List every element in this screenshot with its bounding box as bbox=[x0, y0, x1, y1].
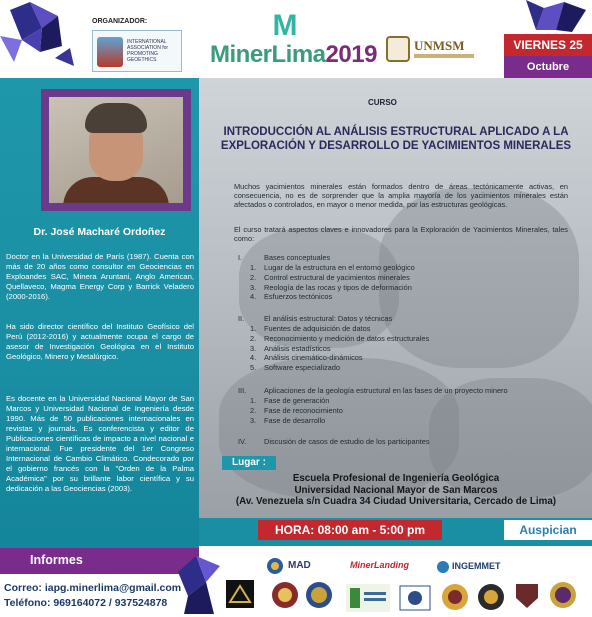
contact-email: Correo: iapg.minerlima@gmail.com bbox=[4, 582, 182, 594]
list-item: 1. Fuentes de adquisición de datos bbox=[250, 324, 371, 333]
module-item-list bbox=[250, 396, 343, 425]
contact-label: Informes bbox=[30, 553, 83, 567]
sponsor-logo bbox=[512, 580, 542, 610]
list-item: 1. Fase de generación bbox=[250, 396, 330, 405]
organizer-label: ORGANIZADOR: bbox=[92, 18, 148, 25]
module-item-list bbox=[250, 263, 415, 302]
speaker-name: Dr. José Macharé Ordoñez bbox=[33, 226, 166, 238]
module-heading: IV. Discusión de casos de estudio de los participantes bbox=[238, 437, 430, 446]
list-item: 4. Esfuerzos tectónicos bbox=[250, 292, 333, 302]
sponsor-logo bbox=[304, 580, 334, 610]
list-item: 1. Lugar de la estructura en el entorno geológico bbox=[250, 263, 415, 272]
sponsor-logo bbox=[440, 582, 470, 612]
date-badge bbox=[504, 34, 592, 80]
sponsor-logo-mad: MAD bbox=[266, 556, 346, 576]
minerlima-logo: M MinerLima2019 bbox=[210, 9, 377, 68]
sponsor-logo bbox=[226, 580, 254, 608]
sponsors-label: Auspician bbox=[504, 520, 592, 540]
unmsm-logo: UNMSM bbox=[386, 36, 476, 66]
course-title: INTRODUCCIÓN AL ANÁLISIS ESTRUCTURAL APLICADO A LA EXPLORACIÓN Y DESARROLLO DE YACIMIENTOS MINERALES bbox=[220, 126, 572, 152]
sponsor-logo bbox=[398, 584, 432, 612]
sponsor-logo-minerlanding: MinerLanding bbox=[350, 560, 409, 570]
sponsor-logo bbox=[346, 584, 390, 612]
iapg-logo: INTERNATIONAL ASSOCIATION for PROMOTING GEOETHICS bbox=[92, 30, 182, 72]
crystal-decoration-icon bbox=[0, 0, 88, 78]
header bbox=[0, 0, 592, 78]
date-month: Octubre bbox=[504, 56, 592, 78]
module-heading: III. Aplicaciones de la geología estructural en las fases de un proyecto minero bbox=[238, 386, 508, 395]
course-label: CURSO bbox=[368, 98, 397, 107]
module-heading: II. El análisis estructural: Datos y técnicas bbox=[238, 314, 393, 323]
list-item: 3. Reología de las rocas y tipos de deformación bbox=[250, 282, 412, 292]
venue-label: Lugar : bbox=[222, 456, 276, 470]
crystal-decoration-icon bbox=[516, 0, 592, 36]
speaker-photo bbox=[49, 97, 183, 203]
sponsor-logo bbox=[548, 580, 578, 610]
list-item: 2. Fase de reconocimiento bbox=[250, 405, 343, 415]
module-item-list bbox=[250, 324, 429, 373]
course-intro: Muchos yacimientos minerales están formados dentro de áreas tectónicamente activas, en consecuencia, no es de sorprender que la amplia mayoría de los yacimientos minerales están afectados o controlados, en mayor o menor medida, por las estructuras geológicas. bbox=[234, 182, 568, 210]
university-seal-icon bbox=[386, 36, 410, 62]
date-day: VIERNES 25 bbox=[504, 34, 592, 56]
course-intro: El curso tratará aspectos claves e innovadores para la Exploración de Yacimientos Minerales, tales como: bbox=[234, 225, 568, 244]
schedule-time: HORA: 08:00 am - 5:00 pm bbox=[258, 520, 442, 540]
module-heading: I. Bases conceptuales bbox=[238, 253, 331, 262]
speaker-bio-paragraph: Es docente en la Universidad Nacional Mayor de San Marcos y Universidad Nacional de Ingeniería desde 1990. Más de 50 publicaciones internacionales en revistas y journals. Es conferencista y editor de Publicaciones científicas de impacto a nivel nacional e internacional. Fue presidente del 1er Congreso Internacional de Cambio Climático. Condecorado por el gobierno francés con la "Orden de la Palma Académica" por su brillante labor científica y su dedicación a las Geociencias (2003). bbox=[6, 394, 194, 493]
list-item: 5. Software especializado bbox=[250, 363, 341, 373]
list-item: 2. Reconocimiento y medición de datos estructurales bbox=[250, 333, 430, 343]
contact-phone: Teléfono: 969164072 / 937524878 bbox=[4, 597, 168, 609]
list-item: 3. Fase de desarrollo bbox=[250, 415, 326, 425]
speaker-photo-frame bbox=[41, 89, 191, 211]
list-item: 4. Análisis cinemático-dinámicos bbox=[250, 353, 363, 363]
speaker-bio-paragraph: Doctor en la Universidad de París (1987). Cuenta con más de 20 años como consultor en Geociencias en Exploandes SAC, Minera Aruntani, Anglo American, Quellaveco, Magma Energy Corp y Barrick Veladero (2000-2016). bbox=[6, 252, 194, 301]
venue-address: Escuela Profesional de Ingeniería Geológica Universidad Nacional Mayor de San Marcos (Av. Venezuela s/n Cuadra 34 Ciudad Universitaria, Cercado de Lima) bbox=[235, 473, 557, 507]
crystal-decoration-icon bbox=[170, 552, 230, 616]
sponsor-logo bbox=[270, 580, 300, 610]
sponsor-logo-ingemmet: INGEMMET bbox=[436, 558, 512, 576]
list-item: 3. Análisis estadísticos bbox=[250, 343, 331, 353]
list-item: 2. Control estructural de yacimientos minerales bbox=[250, 272, 410, 282]
speaker-bio-paragraph: Ha sido director científico del Instituto Geofísico del Perú (2012-2016) y actualmente ocupa el cargo de asesor de Investigación Geológica en el Instituto Geológico, Minero y Metalúrgico. bbox=[6, 322, 194, 361]
sponsor-logo bbox=[476, 582, 506, 612]
